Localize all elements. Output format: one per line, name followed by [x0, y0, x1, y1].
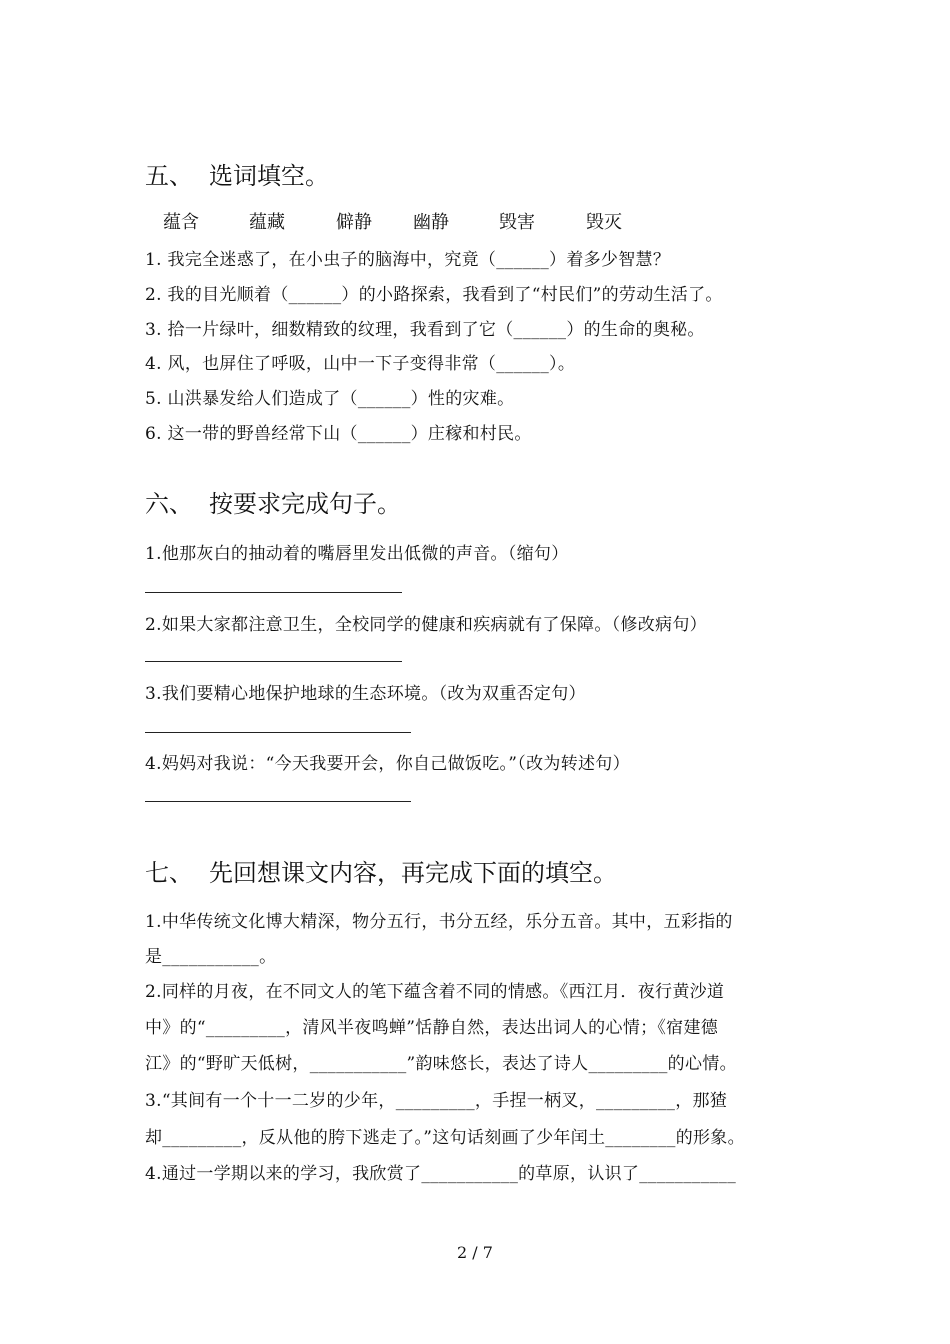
recall-line: 2.同样的月夜，在不同文人的笔下蕴含着不同的情感。《西江月．夜行黄沙道 — [145, 982, 725, 1002]
recall-line: 中》的“_________，清风半夜鸣蝉”恬静自然，表达出词人的心情；《宿建德 — [145, 1018, 719, 1038]
sentence-task: 2.如果大家都注意卫生，全校同学的健康和疾病就有了保障。（修改病句） — [145, 615, 707, 635]
recall-line: 江》的“野旷天低树，___________”韵味悠长，表达了诗人_________的心情。 — [145, 1054, 737, 1074]
choice-word: 毁灭 — [586, 212, 622, 233]
page-number: 2 / 7 — [457, 1243, 493, 1262]
section5-number: 五、 — [145, 162, 193, 190]
section7-title: 先回想课文内容，再完成下面的填空。 — [209, 859, 617, 887]
fill-item: 3. 拾一片绿叶，细数精致的纹理，我看到了它（______）的生命的奥秘。 — [145, 320, 705, 340]
section5-title: 选词填空。 — [209, 162, 329, 190]
section7-heading — [145, 853, 617, 888]
choice-word: 幽静 — [413, 212, 449, 233]
recall-line: 3.“其间有一个十一二岁的少年，_________，手捏一柄叉，_________，那猹 — [145, 1091, 728, 1111]
fill-item: 2. 我的目光顺着（______）的小路探索，我看到了“村民们”的劳动生活了。 — [145, 285, 723, 305]
recall-line: 1.中华传统文化博大精深，物分五行，书分五经，乐分五音。其中，五彩指的 — [145, 912, 733, 932]
choice-word: 僻静 — [336, 212, 372, 233]
answer-line[interactable] — [145, 661, 402, 662]
fill-item: 4. 风，也屏住了呼吸，山中一下子变得非常（______）。 — [145, 354, 576, 374]
sentence-task: 4.妈妈对我说：“今天我要开会，你自己做饭吃。”（改为转述句） — [145, 754, 630, 774]
section6-heading — [145, 484, 401, 519]
recall-line: 却_________，反从他的胯下逃走了。”这句话刻画了少年闰土________的形象。 — [145, 1128, 745, 1148]
fill-item: 5. 山洪暴发给人们造成了（______）性的灾难。 — [145, 389, 515, 409]
choice-word: 毁害 — [499, 212, 535, 233]
sentence-task: 1.他那灰白的抽动着的嘴唇里发出低微的声音。（缩句） — [145, 544, 569, 564]
section6-title: 按要求完成句子。 — [209, 490, 401, 518]
choice-word: 蕴含 — [163, 212, 199, 233]
section5-heading — [145, 156, 329, 191]
fill-item: 1. 我完全迷惑了，在小虫子的脑海中，究竟（______）着多少智慧？ — [145, 250, 671, 270]
recall-line: 是___________。 — [145, 947, 277, 967]
recall-line: 4.通过一学期以来的学习，我欣赏了___________的草原，认识了___________ — [145, 1164, 737, 1184]
answer-line[interactable] — [145, 732, 411, 733]
fill-item: 6. 这一带的野兽经常下山（______）庄稼和村民。 — [145, 424, 532, 444]
answer-line[interactable] — [145, 592, 402, 593]
choice-word: 蕴藏 — [249, 212, 285, 233]
section6-number: 六、 — [145, 490, 193, 518]
section7-number: 七、 — [145, 859, 193, 887]
sentence-task: 3.我们要精心地保护地球的生态环境。（改为双重否定句） — [145, 684, 586, 704]
answer-line[interactable] — [145, 801, 411, 802]
